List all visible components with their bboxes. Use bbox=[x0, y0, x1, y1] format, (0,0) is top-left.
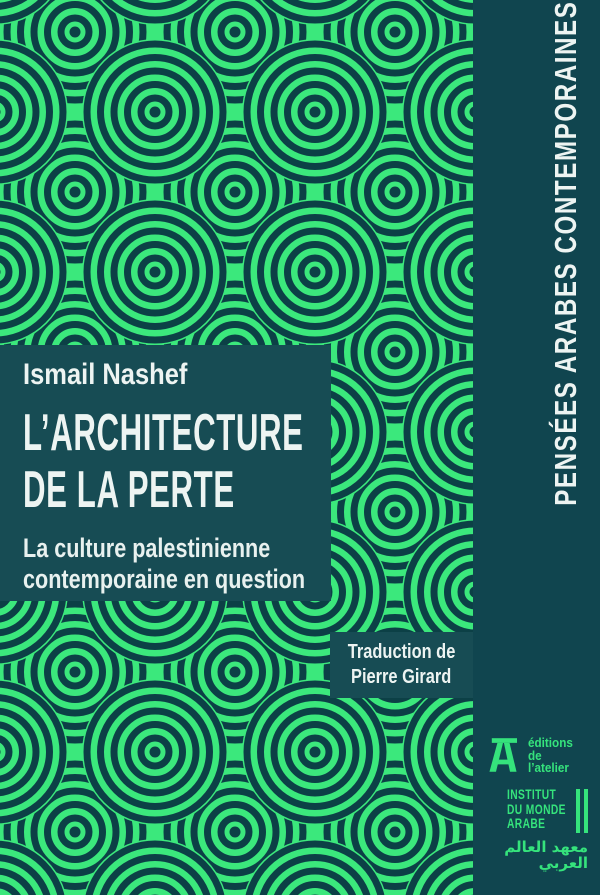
title-panel bbox=[0, 345, 331, 601]
book-title-line1: L’ARCHITECTURE bbox=[23, 404, 304, 462]
ima-logo-mark-icon bbox=[576, 789, 588, 833]
atelier-publisher-logo bbox=[489, 737, 578, 775]
series-title-text: PENSÉES ARABES CONTEMPORAINES bbox=[548, 0, 583, 506]
series-title bbox=[547, 0, 585, 506]
translation-credit-line2: Pierre Girard bbox=[351, 666, 452, 688]
ima-arabic-line1: معهد العالم bbox=[504, 838, 588, 856]
translation-credit bbox=[330, 632, 473, 698]
atelier-a-monogram-icon bbox=[489, 737, 517, 773]
book-subtitle-line2: contemporaine en question bbox=[23, 564, 306, 594]
book-subtitle bbox=[23, 533, 331, 595]
book-subtitle-line1: La culture palestinienne bbox=[23, 533, 271, 563]
atelier-wordmark: éditions de l’atelier bbox=[528, 735, 573, 775]
author-name: Ismail Nashef bbox=[23, 358, 188, 391]
translation-credit-line1: Traduction de bbox=[347, 641, 456, 663]
book-title bbox=[23, 405, 331, 519]
ima-wordmark: INSTITUT DU MONDE ARABE bbox=[507, 787, 566, 832]
ima-arabic-calligraphy bbox=[495, 839, 588, 871]
ima-arabic-line2: العربي bbox=[538, 854, 588, 872]
book-title-line2: DE LA PERTE bbox=[23, 461, 235, 519]
